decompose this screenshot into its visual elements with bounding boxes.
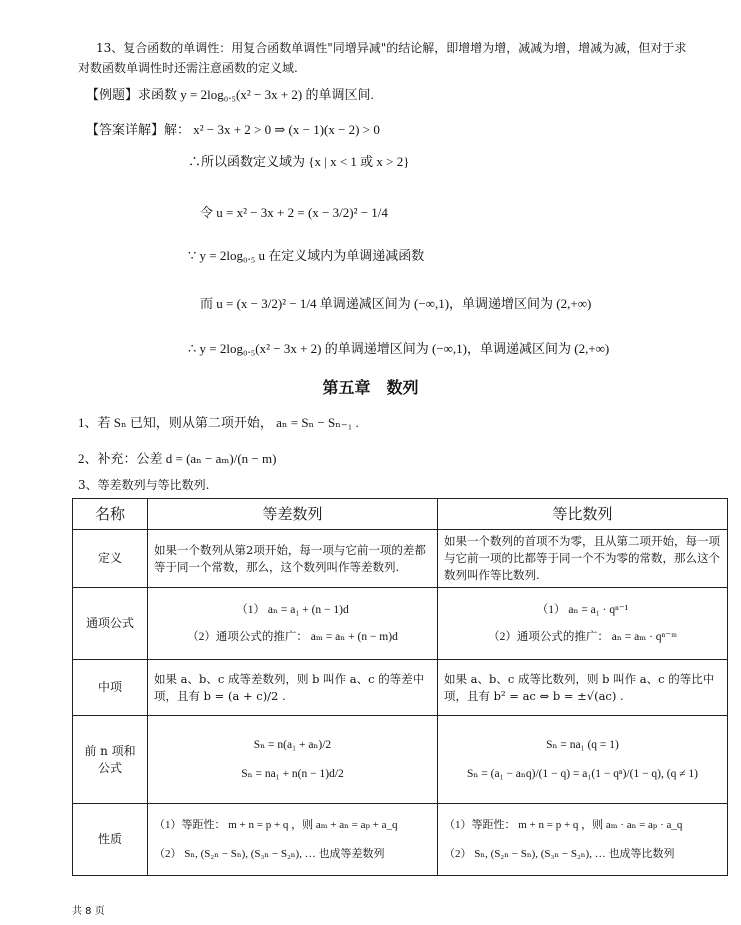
table-row [73, 660, 728, 716]
general-term-geometric [438, 588, 728, 660]
answer-step-5: ∴ y = 2log₀.₅(x² − 3x + 2) 的单调递增区间为 (−∞,1)，单调递减区间为 (2,+∞) [188, 341, 610, 356]
definition-geometric: 如果一个数列的首项不为零，且从第二项开始，每一项与它前一项的比都等于同一个不为零的常数，那么这个数列叫作等比数列. [438, 530, 728, 588]
formula-line: Sₙ = na₁ + n(n − 1)d/2 [241, 767, 344, 780]
intro-line-2: 对数函数单调性时还需注意函数的定义域. [78, 61, 298, 75]
middle-term-arithmetic: 如果 a、b、c 成等差数列，则 b 叫作 a、c 的等差中项，且有 b = (a + c)/2 . [148, 660, 438, 716]
row-name: 定义 [73, 530, 148, 588]
chapter-item-2: 2、补充：公差 d = (aₙ − aₘ)/(n − m) [78, 451, 277, 466]
formula-line: （1） aₙ = a₁ + (n − 1)d [236, 603, 349, 616]
answer-step-4: 而 u = (x − 3/2)² − 1/4 单调递减区间为 (−∞,1)，单调递增区间为 (2,+∞) [200, 296, 592, 311]
sequence-comparison-table [72, 498, 728, 876]
chapter-item-3: 3、等差数列与等比数列. [78, 478, 210, 492]
page-footer: 共 8 页 [72, 906, 105, 917]
example-question: 【例题】求函数 y = 2log₀.₅(x² − 3x + 2) 的单调区间. [86, 87, 374, 102]
table-row [73, 804, 728, 876]
header-name: 名称 [73, 499, 148, 530]
row-name: 中项 [73, 660, 148, 716]
table-header-row [73, 499, 728, 530]
formula-line: Sₙ = na₁ (q = 1) [546, 738, 619, 751]
sum-formula-arithmetic [148, 716, 438, 804]
table-row [73, 588, 728, 660]
general-term-arithmetic [148, 588, 438, 660]
formula-line: （2）通项公式的推广： aₘ = aₙ + (n − m)d [187, 630, 398, 643]
row-name: 性质 [73, 804, 148, 876]
property-geometric [438, 804, 728, 876]
formula-line: （1） aₙ = a₁ · qⁿ⁻¹ [536, 603, 629, 616]
formula-line: （2）通项公式的推广： aₙ = aₘ · qⁿ⁻ᵐ [488, 630, 677, 643]
answer-step-2: 令 u = x² − 3x + 2 = (x − 3/2)² − 1/4 [200, 205, 388, 220]
answer-head: 【答案详解】解： x² − 3x + 2 > 0 ⇒ (x − 1)(x − 2) > 0 [86, 122, 380, 137]
formula-line: （2） Sₙ, (S₂ₙ − Sₙ), (S₃ₙ − S₂ₙ), … 也成等比数列 [444, 847, 675, 860]
formula-line: Sₙ = (a₁ − aₙq)/(1 − q) = a₁(1 − qⁿ)/(1 − q), (q ≠ 1) [467, 767, 698, 780]
answer-step-3: ∵ y = 2log₀.₅ u 在定义域内为单调递减函数 [188, 248, 425, 263]
table-row [73, 530, 728, 588]
chapter-item-1: 1、若 Sₙ 已知，则从第二项开始， aₙ = Sₙ − Sₙ₋₁ . [78, 415, 359, 430]
definition-arithmetic: 如果一个数列从第2项开始，每一项与它前一项的差都等于同一个常数，那么，这个数列叫作等差数列. [148, 530, 438, 588]
table-row [73, 716, 728, 804]
intro-line-1: 13、复合函数的单调性：用复合函数单调性"同增异减"的结论解，即增增为增，减减为增，增减为减，但对于求 [96, 41, 687, 55]
chapter-title: 第五章 数列 [322, 378, 419, 397]
row-name: 前 n 项和公式 [73, 716, 148, 804]
sum-formula-geometric [438, 716, 728, 804]
header-arithmetic: 等差数列 [148, 499, 438, 530]
formula-line: （1）等距性： m + n = p + q ，则 aₘ · aₙ = aₚ · a_q [444, 818, 683, 831]
formula-line: Sₙ = n(a₁ + aₙ)/2 [253, 738, 332, 751]
middle-term-geometric: 如果 a、b、c 成等比数列，则 b 叫作 a、c 的等比中项，且有 b² = ac ⇔ b = ±√(ac) . [438, 660, 728, 716]
property-arithmetic [148, 804, 438, 876]
row-name: 通项公式 [73, 588, 148, 660]
header-geometric: 等比数列 [438, 499, 728, 530]
formula-line: （2） Sₙ, (S₂ₙ − Sₙ), (S₃ₙ − S₂ₙ), … 也成等差数列 [154, 847, 385, 860]
formula-line: （1）等距性： m + n = p + q ，则 aₘ + aₙ = aₚ + a_q [154, 818, 398, 831]
answer-step-1: ∴所以函数定义域为 {x | x < 1 或 x > 2} [188, 154, 410, 169]
